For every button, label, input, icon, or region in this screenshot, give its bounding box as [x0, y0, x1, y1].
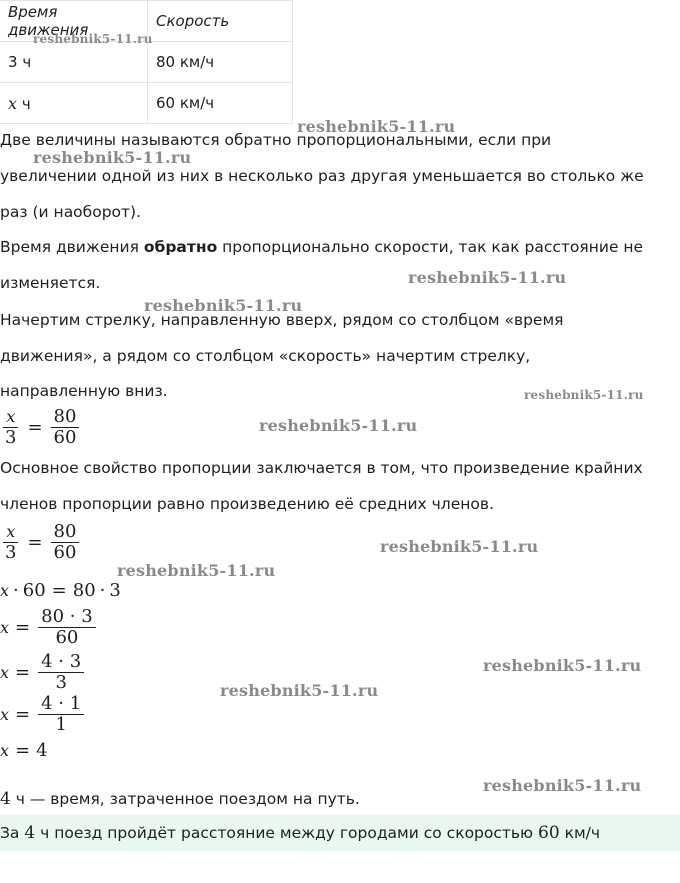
watermark: reshebnik5-11.ru — [524, 388, 644, 402]
watermark: reshebnik5-11.ru — [408, 268, 567, 287]
fraction-denominator: 60 — [55, 627, 79, 648]
watermark: reshebnik5-11.ru — [33, 32, 153, 46]
header-time: Время движения — [0, 1, 148, 42]
cell-time — [0, 42, 148, 83]
result-line — [0, 789, 360, 809]
cdot-sign: · — [99, 580, 106, 601]
answer-box — [0, 815, 680, 851]
variable-x: x — [0, 663, 10, 682]
equals-sign: = — [27, 417, 43, 438]
definition-line-3: раз (и наоборот). — [0, 203, 142, 221]
equals-sign: = — [27, 532, 43, 553]
table-row — [0, 42, 293, 83]
fraction-numerator: 4 · 3 — [38, 652, 84, 673]
watermark: reshebnik5-11.ru — [220, 681, 379, 700]
relation-pre: Время движения — [0, 238, 144, 256]
relation-bold: обратно — [143, 238, 218, 256]
fraction-80-60 — [51, 522, 80, 563]
cdot-sign: · — [13, 580, 19, 601]
equals-sign: = — [15, 617, 31, 638]
fraction-numerator: 80 — [51, 407, 80, 428]
fraction-4x1-1 — [38, 694, 84, 735]
equals-sign: = — [15, 740, 31, 761]
cell-time — [0, 83, 148, 124]
definition-line-2: увеличении одной из них в несколько раз другая уменьшается во столько же — [0, 167, 644, 185]
number-80: 80 — [72, 580, 96, 601]
relation-line-2: изменяется. — [0, 274, 101, 292]
fraction-x-3 — [2, 522, 19, 563]
fraction-denominator: 3 — [55, 672, 67, 693]
fraction-numerator: 80 · 3 — [38, 607, 96, 628]
equation-product — [0, 580, 121, 601]
equation-step-1 — [0, 607, 98, 648]
cell-speed: 60 км/ч — [148, 83, 293, 124]
watermark: reshebnik5-11.ru — [117, 561, 276, 580]
property-line-2: членов пропорции равно произведению её средних членов. — [0, 495, 494, 513]
fraction-denominator: 3 — [5, 427, 17, 448]
time-unit: ч — [21, 94, 31, 113]
equation-result — [0, 740, 48, 761]
variable-x: x — [0, 705, 10, 724]
answer-hours: 4 — [24, 823, 36, 843]
arrows-line-1: Начертим стрелку, направленную вверх, рядом со столбцом «время — [0, 311, 564, 329]
arrows-line-2: движения», а рядом со столбцом «скорость» начертим стрелку, — [0, 347, 531, 365]
watermark: reshebnik5-11.ru — [33, 148, 192, 167]
relation-line-1 — [0, 238, 643, 256]
equation-step-2 — [0, 652, 86, 693]
variable-x: x — [0, 618, 10, 637]
fraction-denominator: 60 — [53, 427, 77, 448]
fraction-80-60 — [51, 407, 80, 448]
fraction-numerator: x — [3, 407, 18, 428]
table-row — [0, 83, 293, 124]
fraction-numerator: 80 — [51, 522, 80, 543]
definition-line-1: Две величины называются обратно пропорциональными, если при — [0, 131, 552, 149]
property-line-1: Основное свойство пропорции заключается в том, что произведение крайних — [0, 459, 643, 477]
fraction-80x3-60 — [38, 607, 96, 648]
watermark: reshebnik5-11.ru — [297, 117, 456, 136]
fraction-numerator: x — [3, 522, 18, 543]
fraction-denominator: 60 — [53, 542, 77, 563]
equals-sign: = — [15, 704, 31, 725]
number-60: 60 — [22, 580, 46, 601]
proportion-1 — [0, 407, 81, 448]
time-value: 3 — [8, 53, 18, 71]
fraction-denominator: 1 — [55, 714, 67, 735]
answer-post: км/ч — [559, 824, 601, 842]
proportion-2 — [0, 522, 81, 563]
data-table — [0, 0, 293, 124]
time-variable: x — [8, 93, 18, 113]
watermark: reshebnik5-11.ru — [144, 296, 303, 315]
answer-speed: 60 — [538, 823, 560, 843]
table-header-row — [0, 1, 293, 42]
watermark: reshebnik5-11.ru — [483, 776, 642, 795]
equals-sign: = — [15, 662, 31, 683]
watermark: reshebnik5-11.ru — [380, 537, 539, 556]
fraction-numerator: 4 · 1 — [38, 694, 84, 715]
answer-mid: ч поезд пройдёт расстояние между городами со скоростью — [35, 824, 539, 842]
time-unit: ч — [22, 53, 32, 71]
variable-x: x — [0, 581, 10, 600]
fraction-denominator: 3 — [5, 542, 17, 563]
relation-post: пропорционально скорости, так как расстояние не — [217, 238, 644, 256]
watermark: reshebnik5-11.ru — [483, 656, 642, 675]
watermark: reshebnik5-11.ru — [259, 416, 418, 435]
arrows-line-3: направленную вниз. — [0, 382, 168, 400]
result-number: 4 — [0, 789, 11, 809]
fraction-x-3 — [2, 407, 19, 448]
header-speed: Скорость — [148, 1, 293, 42]
answer-pre: За — [0, 824, 25, 842]
equation-step-3 — [0, 694, 86, 735]
cell-speed: 80 км/ч — [148, 42, 293, 83]
fraction-4x3-3 — [38, 652, 84, 693]
result-text: ч — время, затраченное поездом на путь. — [10, 790, 360, 808]
number-4: 4 — [36, 740, 48, 761]
equals-sign: = — [51, 580, 67, 601]
variable-x: x — [0, 741, 10, 760]
number-3: 3 — [109, 580, 121, 601]
